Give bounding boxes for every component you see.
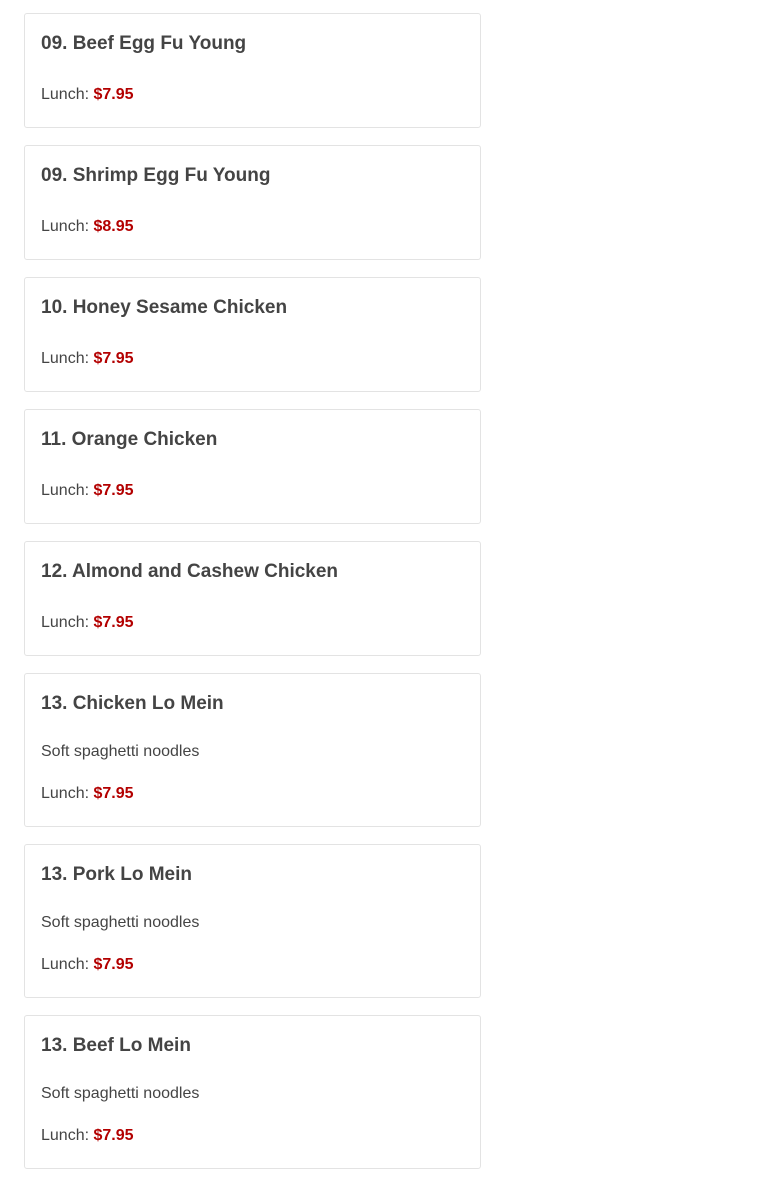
menu-item-card[interactable]: [24, 1015, 481, 1169]
lunch-label: Lunch:: [41, 482, 90, 499]
menu-item-price-line: [41, 85, 464, 105]
menu-item-name: 13. Chicken Lo Mein: [41, 693, 224, 714]
lunch-label: Lunch:: [41, 1127, 90, 1144]
menu-item-list: [24, 13, 481, 1186]
menu-item-card[interactable]: [24, 277, 481, 392]
menu-item-price: $7.95: [93, 956, 134, 973]
menu-item-price: $7.95: [93, 482, 134, 499]
menu-item-card[interactable]: [24, 673, 481, 827]
menu-item-price-line: [41, 481, 464, 501]
menu-item-card[interactable]: [24, 541, 481, 656]
menu-item-price: $8.95: [93, 218, 134, 235]
menu-item-description: Soft spaghetti noodles: [41, 743, 200, 760]
menu-item-price: $7.95: [93, 785, 134, 802]
menu-item-price: $7.95: [93, 614, 134, 631]
menu-item-name: 13. Pork Lo Mein: [41, 864, 192, 885]
menu-item-price: $7.95: [93, 1127, 134, 1144]
menu-item-card[interactable]: [24, 409, 481, 524]
menu-item-price-line: [41, 955, 464, 975]
lunch-label: Lunch:: [41, 218, 90, 235]
menu-item-description: Soft spaghetti noodles: [41, 1085, 200, 1102]
menu-item-price-line: [41, 217, 464, 237]
menu-item-name: 09. Beef Egg Fu Young: [41, 33, 247, 54]
menu-item-price-line: [41, 613, 464, 633]
menu-item-name: 11. Orange Chicken: [41, 429, 218, 450]
lunch-label: Lunch:: [41, 614, 90, 631]
menu-item-price-line: [41, 349, 464, 369]
menu-item-price-line: [41, 784, 464, 804]
menu-item-card[interactable]: [24, 844, 481, 998]
menu-item-card[interactable]: [24, 13, 481, 128]
menu-item-price: $7.95: [93, 86, 134, 103]
menu-item-price-line: [41, 1126, 464, 1146]
menu-item-price: $7.95: [93, 350, 134, 367]
lunch-label: Lunch:: [41, 956, 90, 973]
menu-item-name: 12. Almond and Cashew Chicken: [41, 561, 339, 582]
lunch-label: Lunch:: [41, 350, 90, 367]
menu-item-name: 13. Beef Lo Mein: [41, 1035, 191, 1056]
menu-item-description: Soft spaghetti noodles: [41, 914, 200, 931]
lunch-label: Lunch:: [41, 785, 90, 802]
menu-item-card[interactable]: [24, 145, 481, 260]
menu-item-name: 09. Shrimp Egg Fu Young: [41, 165, 271, 186]
menu-item-name: 10. Honey Sesame Chicken: [41, 297, 288, 318]
lunch-label: Lunch:: [41, 86, 90, 103]
